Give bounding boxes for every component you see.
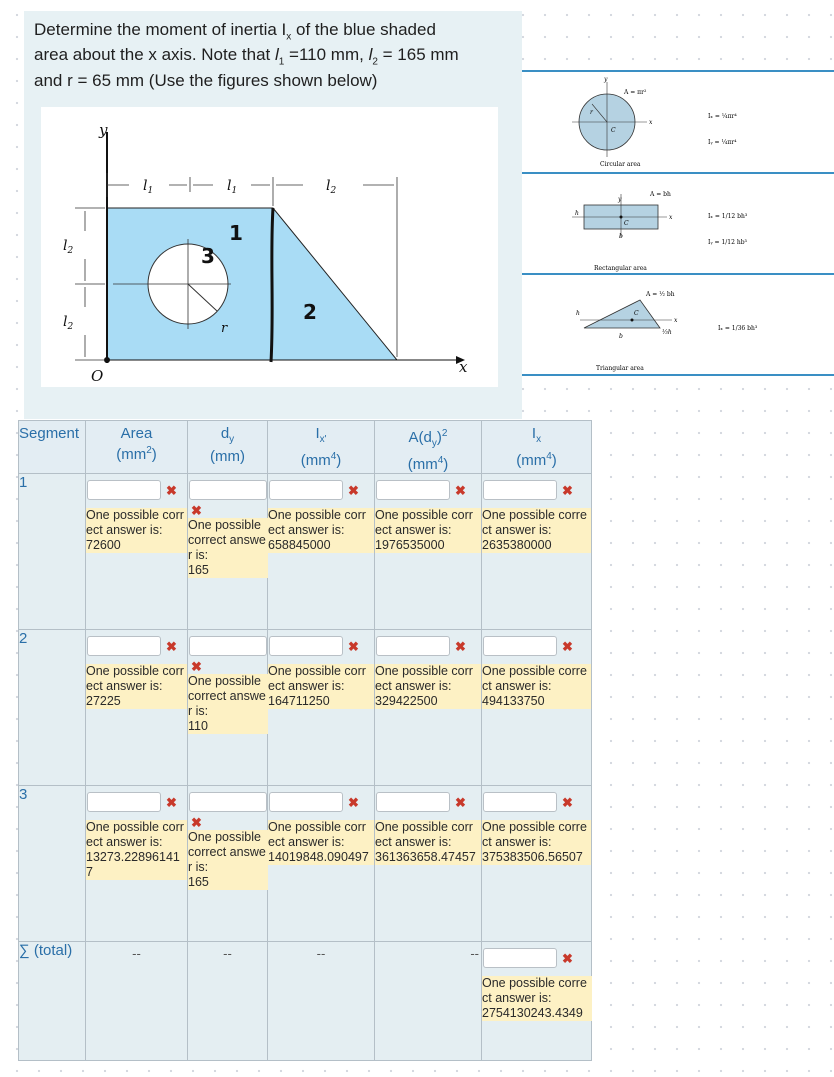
svg-text:l2: $l_2$ — [326, 178, 337, 196]
axis-x-label: x — [459, 358, 468, 376]
correct-answer-ad2: 361363658.47457 — [375, 850, 476, 864]
ixp-input[interactable] — [269, 792, 343, 812]
feedback-area: One possible correct answer is: 72600 — [86, 508, 187, 553]
correct-answer-area: 27225 — [86, 694, 121, 708]
svg-text:C: C — [624, 220, 629, 227]
composite-area-diagram — [41, 107, 498, 387]
feedback-ixp: One possible correct answer is: 658845000 — [268, 508, 374, 553]
svg-text:l2: $l_2$ — [63, 238, 74, 256]
svg-text:l1: $l_1$ — [143, 178, 154, 196]
incorrect-icon: ✖ — [455, 483, 466, 498]
feedback-area: One possible correct answer is: 27225 — [86, 664, 187, 709]
problem-figure — [41, 107, 498, 387]
incorrect-icon: ✖ — [191, 503, 202, 518]
feedback-ix: One possible correct answer is: 375383506.56507 — [482, 820, 591, 865]
area-input[interactable] — [87, 792, 161, 812]
svg-text:l2: $l_2$ — [63, 314, 74, 332]
svg-text:y: y — [604, 76, 608, 83]
total-ix-input[interactable] — [483, 948, 557, 968]
segment-3-label: 3 — [201, 244, 215, 268]
svg-text:Iₓ = ¼πr⁴: Iₓ = ¼πr⁴ — [708, 113, 737, 120]
table-row — [19, 630, 592, 786]
ix-input[interactable] — [483, 480, 557, 500]
svg-text:x: x — [649, 119, 653, 126]
dy-input[interactable] — [189, 792, 267, 812]
incorrect-icon: ✖ — [348, 483, 359, 498]
feedback-dy: One possible correct answer is: 110 — [188, 674, 268, 734]
ad2-input[interactable] — [376, 636, 450, 656]
segment-label: 1 — [19, 474, 86, 630]
svg-text:C: C — [611, 127, 616, 134]
incorrect-icon: ✖ — [455, 639, 466, 654]
header-dy: $d_y$ (mm) — [188, 421, 268, 474]
correct-answer-dy: 165 — [188, 563, 209, 577]
svg-text:Iₓ = 1/36 bh³: Iₓ = 1/36 bh³ — [718, 325, 758, 332]
feedback-ad2: One possible correct answer is: 361363658.47457 — [375, 820, 481, 865]
incorrect-icon: ✖ — [562, 639, 573, 654]
svg-text:b: b — [619, 333, 623, 340]
header-area: Area $(mm^2)$ — [86, 421, 188, 474]
correct-answer-ixp: 658845000 — [268, 538, 331, 552]
svg-text:x: x — [674, 317, 678, 324]
ixp-input[interactable] — [269, 480, 343, 500]
incorrect-icon: ✖ — [562, 795, 573, 810]
area-input[interactable] — [87, 636, 161, 656]
svg-text:A = πr²: A = πr² — [624, 89, 647, 96]
svg-text:Iᵧ = 1/12 hb³: Iᵧ = 1/12 hb³ — [708, 239, 747, 246]
correct-answer-ix: 375383506.56507 — [482, 850, 583, 864]
segment-1-label: 1 — [229, 221, 243, 245]
ad2-input[interactable] — [376, 792, 450, 812]
feedback-total-ix: One possible correct answer is: 2754130243.4349 — [482, 976, 592, 1021]
reference-divider — [522, 273, 834, 275]
header-ixprime: $I_{x'}$ $(mm^4)$ — [268, 421, 375, 474]
svg-text:A = ½ bh: A = ½ bh — [646, 291, 675, 298]
incorrect-icon: ✖ — [166, 639, 177, 654]
svg-text:A = bh: A = bh — [650, 191, 671, 198]
svg-text:x: x — [669, 214, 673, 221]
svg-text:h: h — [576, 310, 580, 317]
correct-answer-ix: 2635380000 — [482, 538, 552, 552]
rectangular-caption: Rectangular area — [594, 265, 647, 272]
svg-text:Iₓ = 1/12 bh³: Iₓ = 1/12 bh³ — [708, 213, 748, 220]
radius-label: r — [221, 321, 228, 336]
segment-label: 2 — [19, 630, 86, 786]
segment-divider — [271, 208, 273, 362]
feedback-ixp: One possible correct answer is: 14019848.090497 — [268, 820, 374, 865]
circular-caption: Circular area — [600, 161, 641, 168]
total-dy-empty: -- — [223, 946, 232, 961]
incorrect-icon: ✖ — [166, 795, 177, 810]
reference-divider — [522, 374, 834, 376]
incorrect-icon: ✖ — [348, 795, 359, 810]
correct-answer-dy: 165 — [188, 875, 209, 889]
origin-label: O — [91, 367, 104, 385]
svg-text:y: y — [618, 196, 622, 203]
reference-panel — [522, 70, 834, 378]
header-segment: Segment — [19, 421, 86, 474]
correct-answer-ad2: 329422500 — [375, 694, 438, 708]
problem-statement: Determine the moment of inertia $I_x$ of the blue shaded area about the x axis. Note that $l_1 =110$ mm, $l_2 = 165$ mm and r = 65 mm (Use the figures shown below) — [34, 20, 459, 90]
svg-text:l1: $l_1$ — [227, 178, 238, 196]
ixp-input[interactable] — [269, 636, 343, 656]
total-ixprime-empty: -- — [316, 946, 326, 961]
correct-answer-area: 72600 — [86, 538, 121, 552]
feedback-area: One possible correct answer is: 13273.228961417 — [86, 820, 187, 880]
dy-input[interactable] — [189, 636, 267, 656]
feedback-ix: One possible correct answer is: 494133750 — [482, 664, 591, 709]
reference-divider — [522, 172, 834, 174]
svg-text:⅓h: ⅓h — [662, 329, 672, 336]
axis-y-label: y — [99, 121, 108, 139]
svg-text:h: h — [575, 210, 579, 217]
incorrect-icon: ✖ — [166, 483, 177, 498]
header-ix: $I_x$ $(mm^4)$ — [482, 421, 592, 474]
incorrect-icon: ✖ — [191, 659, 202, 674]
incorrect-icon: ✖ — [562, 483, 573, 498]
feedback-dy: One possible correct answer is: 165 — [188, 830, 268, 890]
feedback-ad2: One possible correct answer is: 329422500 — [375, 664, 481, 709]
svg-text:r: r — [590, 109, 593, 116]
total-row — [19, 942, 592, 1061]
correct-answer-ixp: 164711250 — [268, 694, 330, 708]
feedback-ix: One possible correct answer is: 2635380000 — [482, 508, 591, 553]
total-ad2-empty: -- — [470, 946, 479, 961]
incorrect-icon: ✖ — [348, 639, 359, 654]
feedback-ad2: One possible correct answer is: 1976535000 — [375, 508, 481, 553]
ad2-input[interactable] — [376, 480, 450, 500]
triangular-caption: Triangular area — [596, 365, 644, 372]
table-row — [19, 786, 592, 942]
correct-answer-area: 13273.228961417 — [86, 850, 180, 879]
segment-2-label: 2 — [303, 300, 317, 324]
correct-answer-ix: 494133750 — [482, 694, 545, 708]
table-header-row — [19, 421, 592, 474]
area-input[interactable] — [87, 480, 161, 500]
results-table — [18, 420, 592, 1061]
segment-label: 3 — [19, 786, 86, 942]
incorrect-icon: ✖ — [191, 815, 202, 830]
correct-answer-dy: 110 — [188, 719, 208, 733]
feedback-ixp: One possible correct answer is: 164711250 — [268, 664, 374, 709]
svg-text:C: C — [634, 310, 639, 317]
feedback-dy: One possible correct answer is: 165 — [188, 518, 268, 578]
incorrect-icon: ✖ — [562, 951, 573, 966]
header-ad2: $A(d_y)^2$ $(mm^4)$ — [375, 421, 482, 474]
ix-input[interactable] — [483, 792, 557, 812]
dy-input[interactable] — [189, 480, 267, 500]
svg-text:Iᵧ = ¼πr⁴: Iᵧ = ¼πr⁴ — [708, 139, 737, 146]
correct-answer-ixp: 14019848.090497 — [268, 850, 369, 864]
svg-text:b: b — [619, 233, 623, 240]
total-area-empty: -- — [132, 946, 141, 961]
correct-answer-ad2: 1976535000 — [375, 538, 445, 552]
total-label: ∑ (total) — [19, 942, 86, 1061]
incorrect-icon: ✖ — [455, 795, 466, 810]
ix-input[interactable] — [483, 636, 557, 656]
table-row — [19, 474, 592, 630]
reference-formulas — [522, 72, 834, 378]
